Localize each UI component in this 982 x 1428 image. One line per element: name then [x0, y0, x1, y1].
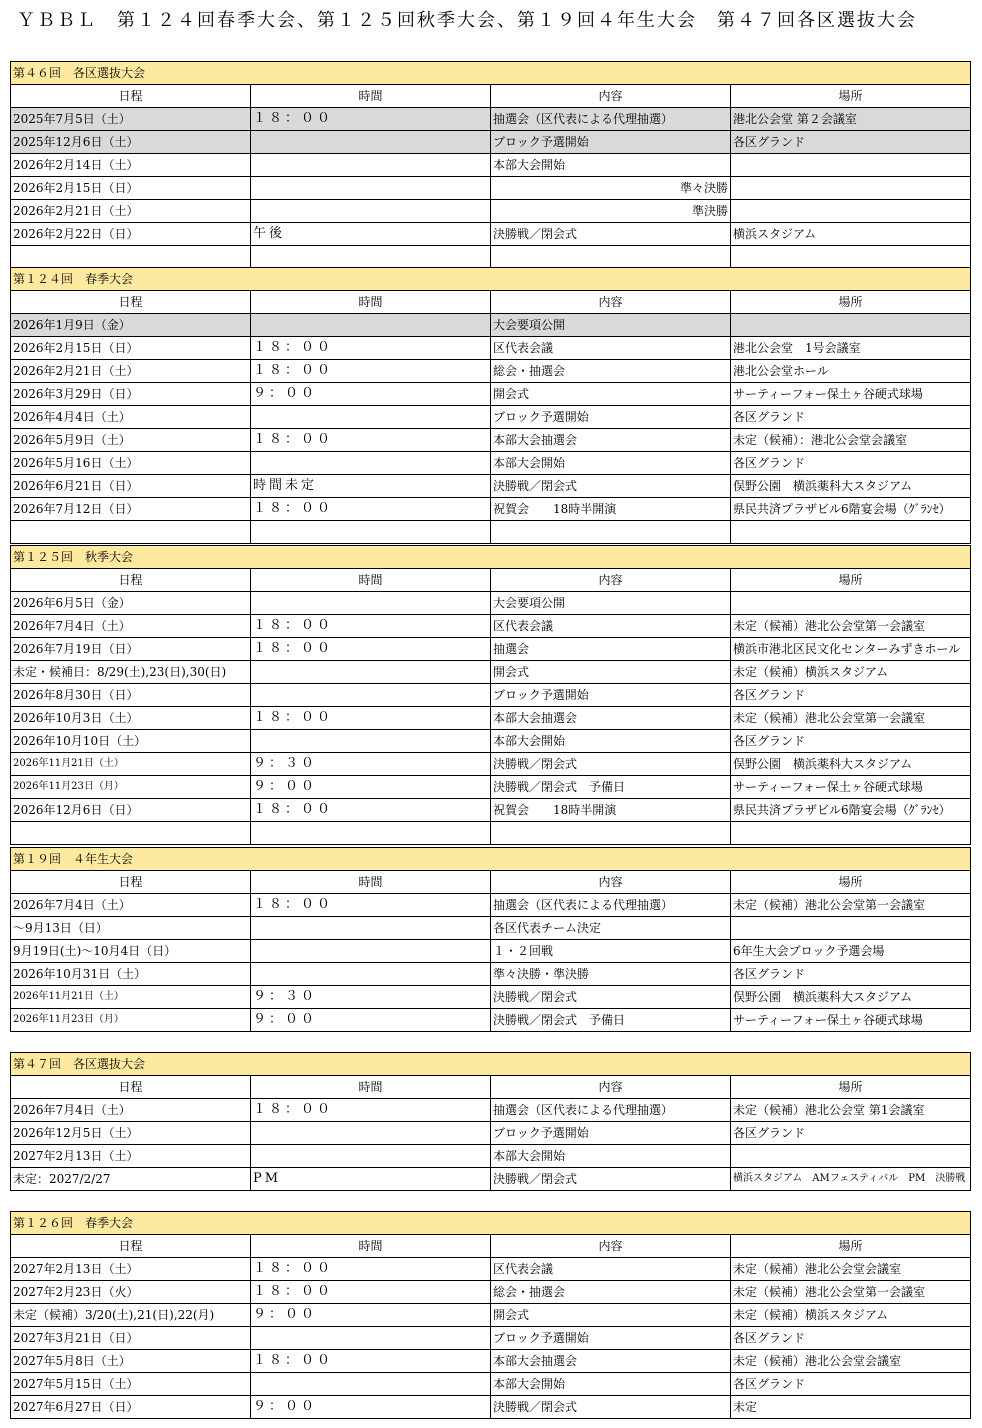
cell-time: ９：００ [251, 1396, 491, 1419]
table-row [11, 108, 971, 131]
cell-time [251, 154, 491, 177]
cell-place: サーティーフォー保土ヶ谷硬式球場 [731, 1009, 971, 1032]
cell-place: 各区グランド [731, 1327, 971, 1350]
cell-date: 2027年5月15日（土） [11, 1373, 251, 1396]
table-row [11, 592, 971, 615]
column-header-row [11, 291, 971, 314]
cell-content: 決勝戦／閉会式 予備日 [491, 1009, 731, 1032]
cell-time: １８：００ [251, 498, 491, 521]
cell-place: 未定 [731, 1396, 971, 1419]
cell-time [251, 963, 491, 986]
column-header-place: 場所 [731, 871, 971, 894]
column-header-date: 日程 [11, 569, 251, 592]
cell-content: 抽選会（区代表による代理抽選） [491, 894, 731, 917]
cell-place: 横浜スタジアム AMフェスティバル PM 決勝戦 [731, 1168, 971, 1191]
table-row [11, 986, 971, 1009]
cell-place [731, 1145, 971, 1168]
cell-date: 2026年10月31日（土） [11, 963, 251, 986]
table-row [11, 776, 971, 799]
table-row [11, 1145, 971, 1168]
table-row [11, 894, 971, 917]
cell-date: 2026年2月21日（土） [11, 200, 251, 223]
cell-content: 大会要項公開 [491, 592, 731, 615]
cell-date: 2026年10月3日（土） [11, 707, 251, 730]
cell-content: 本部大会抽選会 [491, 429, 731, 452]
cell-time [251, 1145, 491, 1168]
cell-place: サーティーフォー保土ヶ谷硬式球場 [731, 383, 971, 406]
cell-time [251, 940, 491, 963]
cell-place: 港北公会堂ホール [731, 360, 971, 383]
cell-content: 抽選会 [491, 638, 731, 661]
cell-content: 本部大会開始 [491, 1145, 731, 1168]
cell-time: ９：３０ [251, 986, 491, 1009]
table-row [11, 475, 971, 498]
column-header-content: 内容 [491, 569, 731, 592]
cell-date: 2026年11月23日（月） [11, 776, 251, 799]
cell-date: 2026年6月21日（日） [11, 475, 251, 498]
cell-content: ブロック予選開始 [491, 131, 731, 154]
cell-place: 未定（候補）港北公会堂第一会議室 [731, 615, 971, 638]
cell-date [11, 246, 251, 269]
cell-place: 横浜スタジアム [731, 223, 971, 246]
cell-time: １８：００ [251, 638, 491, 661]
blank-row [11, 246, 971, 269]
cell-content: ブロック予選開始 [491, 1327, 731, 1350]
cell-place: 各区グランド [731, 730, 971, 753]
table-row [11, 383, 971, 406]
section-title: 第４７回 各区選抜大会 [11, 1053, 971, 1076]
cell-place [731, 521, 971, 544]
cell-time: １８：００ [251, 1281, 491, 1304]
cell-content: 開会式 [491, 1304, 731, 1327]
column-header-place: 場所 [731, 569, 971, 592]
column-header-time: 時間 [251, 1235, 491, 1258]
cell-content: 決勝戦／閉会式 [491, 475, 731, 498]
cell-date: 2026年2月22日（日） [11, 223, 251, 246]
schedule-table [10, 267, 971, 544]
cell-content: 抽選会（区代表による代理抽選） [491, 1099, 731, 1122]
table-row [11, 917, 971, 940]
cell-place: 俣野公園 横浜薬科大スタジアム [731, 986, 971, 1009]
column-header-time: 時間 [251, 871, 491, 894]
cell-content: ブロック予選開始 [491, 684, 731, 707]
cell-date: 2027年6月27日（日） [11, 1396, 251, 1419]
cell-content: 決勝戦／閉会式 予備日 [491, 776, 731, 799]
cell-time [251, 684, 491, 707]
cell-date: 2026年7月12日（日） [11, 498, 251, 521]
table-row [11, 799, 971, 822]
column-header-row [11, 1235, 971, 1258]
cell-place: 未定（候補）港北公会堂会議室 [731, 1350, 971, 1373]
cell-time [251, 592, 491, 615]
section-title: 第４６回 各区選抜大会 [11, 62, 971, 85]
column-header-row [11, 1076, 971, 1099]
cell-content: 本部大会抽選会 [491, 707, 731, 730]
cell-content: 祝賀会 18時半開演 [491, 498, 731, 521]
column-header-date: 日程 [11, 85, 251, 108]
table-row [11, 360, 971, 383]
table-row [11, 753, 971, 776]
column-header-time: 時間 [251, 85, 491, 108]
cell-content: 抽選会（区代表による代理抽選） [491, 108, 731, 131]
column-header-time: 時間 [251, 1076, 491, 1099]
table-row [11, 1396, 971, 1419]
table-row [11, 940, 971, 963]
cell-date: 2027年3月21日（日） [11, 1327, 251, 1350]
schedule-table [10, 61, 971, 269]
cell-date: 2026年11月21日（土） [11, 753, 251, 776]
table-row [11, 1009, 971, 1032]
cell-content [491, 246, 731, 269]
cell-date: 2026年2月15日（日） [11, 337, 251, 360]
cell-content: 決勝戦／閉会式 [491, 986, 731, 1009]
column-header-content: 内容 [491, 871, 731, 894]
blank-row [11, 822, 971, 845]
cell-place: 6年生大会ブロック予選会場 [731, 940, 971, 963]
cell-date: 2026年3月29日（日） [11, 383, 251, 406]
column-header-content: 内容 [491, 85, 731, 108]
cell-time [251, 246, 491, 269]
cell-date: 2026年2月15日（日） [11, 177, 251, 200]
table-row [11, 638, 971, 661]
schedule-table [10, 1052, 971, 1191]
cell-time [251, 177, 491, 200]
cell-place [731, 200, 971, 223]
cell-date: 未定・候補日：8/29(土),23(日),30(日) [11, 661, 251, 684]
cell-place: 各区グランド [731, 1122, 971, 1145]
document-title: ＹＢＢＬ 第１２４回春季大会、第１２５回秋季大会、第１９回４年生大会 第４７回各区選抜大会 [17, 10, 917, 31]
cell-time: １８：００ [251, 894, 491, 917]
cell-time: ９：００ [251, 1009, 491, 1032]
cell-content: 準々決勝 [491, 177, 731, 200]
cell-time [251, 730, 491, 753]
cell-time [251, 314, 491, 337]
cell-content: 準決勝 [491, 200, 731, 223]
column-header-time: 時間 [251, 569, 491, 592]
cell-content: 総会・抽選会 [491, 360, 731, 383]
cell-time [251, 521, 491, 544]
table-row [11, 661, 971, 684]
table-row [11, 1304, 971, 1327]
cell-content: 本部大会開始 [491, 730, 731, 753]
cell-content: 区代表会議 [491, 615, 731, 638]
cell-place: 各区グランド [731, 963, 971, 986]
cell-date: 2026年7月19日（日） [11, 638, 251, 661]
column-header-date: 日程 [11, 291, 251, 314]
cell-date: 2026年10月10日（土） [11, 730, 251, 753]
cell-place: 未定（候補）港北公会堂会議室 [731, 1258, 971, 1281]
table-row [11, 684, 971, 707]
cell-content: 準々決勝・準決勝 [491, 963, 731, 986]
cell-place: 未定（候補）横浜スタジアム [731, 1304, 971, 1327]
cell-time [251, 131, 491, 154]
table-row [11, 429, 971, 452]
cell-content: 区代表会議 [491, 1258, 731, 1281]
cell-content: 区代表会議 [491, 337, 731, 360]
cell-time: １８：００ [251, 707, 491, 730]
cell-date: 2026年2月14日（土） [11, 154, 251, 177]
section-header [11, 1212, 971, 1235]
column-header-row [11, 871, 971, 894]
column-header-row [11, 85, 971, 108]
cell-content: 総会・抽選会 [491, 1281, 731, 1304]
cell-content: 決勝戦／閉会式 [491, 1396, 731, 1419]
cell-time: １８：００ [251, 1258, 491, 1281]
table-row [11, 177, 971, 200]
cell-content: 決勝戦／閉会式 [491, 1168, 731, 1191]
cell-date: 2026年11月21日（土） [11, 986, 251, 1009]
cell-place: 各区グランド [731, 131, 971, 154]
section-title: 第１２５回 秋季大会 [11, 546, 971, 569]
table-row [11, 1281, 971, 1304]
cell-content: 本部大会開始 [491, 1373, 731, 1396]
table-row [11, 452, 971, 475]
cell-place [731, 592, 971, 615]
cell-place: 各区グランド [731, 684, 971, 707]
cell-place: 各区グランド [731, 452, 971, 475]
cell-time: ９：００ [251, 776, 491, 799]
cell-date: 2026年1月9日（金） [11, 314, 251, 337]
cell-content: ブロック予選開始 [491, 1122, 731, 1145]
column-header-content: 内容 [491, 1076, 731, 1099]
cell-date: 2026年8月30日（日） [11, 684, 251, 707]
cell-place: 横浜市港北区民文化センターみずきホール [731, 638, 971, 661]
cell-time [251, 406, 491, 429]
cell-time: １８：００ [251, 799, 491, 822]
column-header-place: 場所 [731, 1076, 971, 1099]
cell-content: 開会式 [491, 383, 731, 406]
cell-place [731, 314, 971, 337]
cell-time: 時間未定 [251, 475, 491, 498]
cell-place: 俣野公園 横浜薬科大スタジアム [731, 475, 971, 498]
cell-date [11, 521, 251, 544]
cell-time [251, 1373, 491, 1396]
cell-place: 未定（候補）港北公会堂第一会議室 [731, 707, 971, 730]
table-row [11, 1373, 971, 1396]
schedule-table [10, 1211, 971, 1419]
column-header-place: 場所 [731, 85, 971, 108]
cell-date: 2027年2月13日（土） [11, 1145, 251, 1168]
cell-place: 各区グランド [731, 406, 971, 429]
cell-date: 9月19日(土)～10月4日（日） [11, 940, 251, 963]
cell-time: ９：００ [251, 1304, 491, 1327]
cell-time: １８：００ [251, 1350, 491, 1373]
cell-content [491, 521, 731, 544]
cell-place: 港北公会堂 1号会議室 [731, 337, 971, 360]
column-header-date: 日程 [11, 1076, 251, 1099]
section-header [11, 848, 971, 871]
cell-place [731, 822, 971, 845]
section-title: 第１２４回 春季大会 [11, 268, 971, 291]
cell-content: １・２回戦 [491, 940, 731, 963]
cell-content: 決勝戦／閉会式 [491, 753, 731, 776]
cell-time: １８：００ [251, 337, 491, 360]
cell-time: １８：００ [251, 429, 491, 452]
cell-time: PM [251, 1168, 491, 1191]
table-row [11, 131, 971, 154]
cell-time [251, 822, 491, 845]
cell-place: 未定（候補）港北公会堂第一会議室 [731, 894, 971, 917]
section-title: 第１９回 ４年生大会 [11, 848, 971, 871]
table-row [11, 1099, 971, 1122]
cell-content: 決勝戦／閉会式 [491, 223, 731, 246]
table-row [11, 154, 971, 177]
column-header-content: 内容 [491, 1235, 731, 1258]
cell-place: 県民共済プラザビル6階宴会場（ｸﾞﾗﾝｾ） [731, 498, 971, 521]
cell-place: 俣野公園 横浜薬科大スタジアム [731, 753, 971, 776]
cell-time [251, 200, 491, 223]
cell-date: 2026年2月21日（土） [11, 360, 251, 383]
table-row [11, 406, 971, 429]
cell-content: 本部大会抽選会 [491, 1350, 731, 1373]
cell-content: 本部大会開始 [491, 452, 731, 475]
cell-time: ９：３０ [251, 753, 491, 776]
cell-place: 港北公会堂 第２会議室 [731, 108, 971, 131]
cell-place: 未定（候補）：港北公会堂会議室 [731, 429, 971, 452]
cell-time [251, 917, 491, 940]
table-row [11, 498, 971, 521]
blank-row [11, 521, 971, 544]
cell-content: 大会要項公開 [491, 314, 731, 337]
cell-date: 2026年5月9日（土） [11, 429, 251, 452]
cell-date: 2026年4月4日（土） [11, 406, 251, 429]
table-row [11, 707, 971, 730]
cell-date: 未定（候補）3/20(土),21(日),22(月) [11, 1304, 251, 1327]
cell-date: 2026年12月5日（土） [11, 1122, 251, 1145]
section-title: 第１２６回 春季大会 [11, 1212, 971, 1235]
cell-place: 未定（候補）港北公会堂 第1会議室 [731, 1099, 971, 1122]
cell-date: 2026年7月4日（土） [11, 894, 251, 917]
cell-date: 2026年11月23日（月） [11, 1009, 251, 1032]
cell-date: 2026年5月16日（土） [11, 452, 251, 475]
cell-place: 未定（候補）港北公会堂第一会議室 [731, 1281, 971, 1304]
section-header [11, 62, 971, 85]
cell-date: 2026年7月4日（土） [11, 1099, 251, 1122]
cell-time: １８：００ [251, 360, 491, 383]
cell-date: 2026年12月6日（日） [11, 799, 251, 822]
section-header [11, 546, 971, 569]
cell-place: サーティーフォー保土ヶ谷硬式球場 [731, 776, 971, 799]
table-row [11, 1168, 971, 1191]
cell-place: 未定（候補）横浜スタジアム [731, 661, 971, 684]
cell-date: 2026年6月5日（金） [11, 592, 251, 615]
table-row [11, 615, 971, 638]
cell-date: 2025年12月6日（土） [11, 131, 251, 154]
cell-content: 開会式 [491, 661, 731, 684]
cell-place [731, 917, 971, 940]
section-header [11, 268, 971, 291]
table-row [11, 337, 971, 360]
cell-time: 午後 [251, 223, 491, 246]
cell-content: 祝賀会 18時半開演 [491, 799, 731, 822]
table-row [11, 730, 971, 753]
cell-date: 2026年7月4日（土） [11, 615, 251, 638]
cell-date: 2025年7月5日（土） [11, 108, 251, 131]
cell-time: ９：００ [251, 383, 491, 406]
cell-content: 各区代表チーム決定 [491, 917, 731, 940]
column-header-date: 日程 [11, 1235, 251, 1258]
cell-time [251, 661, 491, 684]
cell-date: 2027年2月23日（火） [11, 1281, 251, 1304]
cell-time [251, 1327, 491, 1350]
cell-place: 各区グランド [731, 1373, 971, 1396]
cell-content: ブロック予選開始 [491, 406, 731, 429]
schedule-table [10, 847, 971, 1032]
cell-time: １８：００ [251, 1099, 491, 1122]
cell-place [731, 246, 971, 269]
section-header [11, 1053, 971, 1076]
cell-date [11, 822, 251, 845]
column-header-place: 場所 [731, 1235, 971, 1258]
cell-time [251, 1122, 491, 1145]
column-header-content: 内容 [491, 291, 731, 314]
table-row [11, 223, 971, 246]
cell-place [731, 154, 971, 177]
cell-date: 2027年2月13日（土） [11, 1258, 251, 1281]
schedule-table [10, 545, 971, 845]
column-header-place: 場所 [731, 291, 971, 314]
cell-content: 本部大会開始 [491, 154, 731, 177]
column-header-time: 時間 [251, 291, 491, 314]
cell-date: 2027年5月8日（土） [11, 1350, 251, 1373]
table-row [11, 1327, 971, 1350]
table-row [11, 1350, 971, 1373]
column-header-row [11, 569, 971, 592]
cell-time: １８：００ [251, 615, 491, 638]
column-header-date: 日程 [11, 871, 251, 894]
cell-place: 県民共済プラザビル6階宴会場（ｸﾞﾗﾝｾ） [731, 799, 971, 822]
table-row [11, 314, 971, 337]
cell-place [731, 177, 971, 200]
table-row [11, 963, 971, 986]
cell-time: １８：００ [251, 108, 491, 131]
cell-date: ～9月13日（日） [11, 917, 251, 940]
table-row [11, 200, 971, 223]
cell-time [251, 452, 491, 475]
table-row [11, 1122, 971, 1145]
cell-content [491, 822, 731, 845]
cell-date: 未定：2027/2/27 [11, 1168, 251, 1191]
table-row [11, 1258, 971, 1281]
